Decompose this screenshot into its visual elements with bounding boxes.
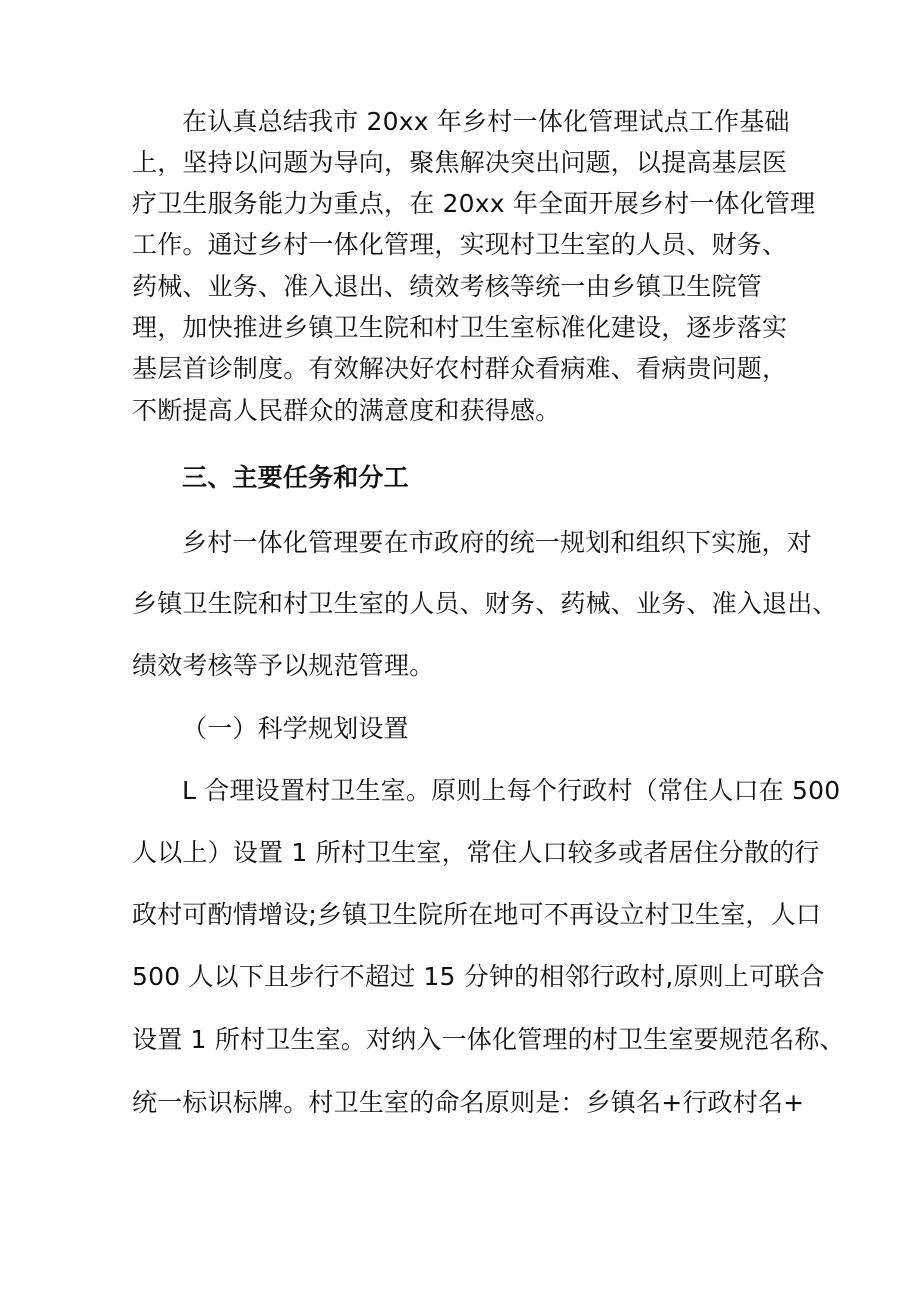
paragraph-3-line-3: 政村可酌情增设;乡镇卫生院所在地可不再设立村卫生室，人口 (132, 900, 822, 929)
paragraph-1-line-5: 药械、业务、准入退出、绩效考核等统一由乡镇卫生院管 (132, 272, 763, 301)
paragraph-1-line-7: 基层首诊制度。有效解决好农村群众看病难、看病贵问题， (132, 354, 788, 383)
paragraph-3-line-4: 500 人以下且步行不超过 15 分钟的相邻行政村,原则上可联合 (132, 962, 825, 991)
paragraph-2-line-3: 绩效考核等予以规范管理。 (132, 651, 435, 680)
paragraph-1-line-1: 在认真总结我市 20xx 年乡村一体化管理试点工作基础 (182, 107, 790, 136)
paragraph-3-line-5: 设置 1 所村卫生室。对纳入一体化管理的村卫生室要规范名称、 (132, 1025, 845, 1054)
paragraph-2-line-1: 乡村一体化管理要在市政府的统一规划和组织下实施，对 (182, 528, 813, 557)
paragraph-1-line-8: 不断提高人民群众的满意度和获得感。 (132, 396, 561, 425)
paragraph-1-line-3: 疗卫生服务能力为重点，在 20xx 年全面开展乡村一体化管理 (132, 189, 816, 218)
paragraph-3-line-6: 统一标识标牌。村卫生室的命名原则是：乡镇名+行政村名+ (132, 1088, 805, 1117)
paragraph-1-line-2: 上，坚持以问题为导向，聚焦解决突出问题，以提高基层医 (132, 148, 788, 177)
paragraph-1-line-6: 理，加快推进乡镇卫生院和村卫生室标准化建设，逐步落实 (132, 313, 788, 342)
paragraph-1-line-4: 工作。通过乡村一体化管理，实现村卫生室的人员、财务、 (132, 230, 788, 259)
section-heading: 三、主要任务和分工 (182, 463, 409, 492)
paragraph-2-line-2: 乡镇卫生院和村卫生室的人员、财务、药械、业务、准入退出、 (132, 589, 838, 618)
paragraph-3-line-1: L 合理设置村卫生室。原则上每个行政村（常住人口在 500 (182, 776, 841, 805)
paragraph-3-line-2: 人以上）设置 1 所村卫生室，常住人口较多或者居住分散的行 (132, 838, 820, 867)
subsection-heading: （一）科学规划设置 (182, 714, 409, 743)
